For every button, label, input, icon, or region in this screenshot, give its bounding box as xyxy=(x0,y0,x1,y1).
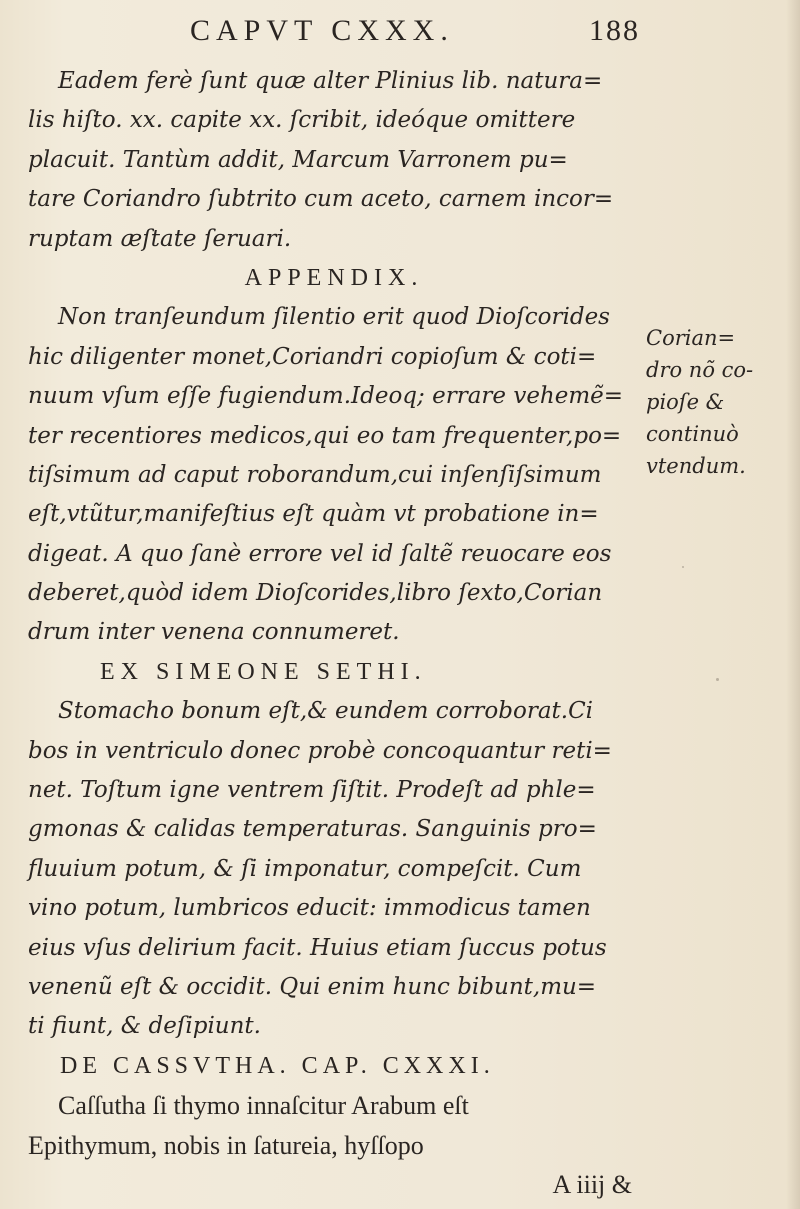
text-line: fluuium potum, & ſi imponatur, compeſcit. Cum xyxy=(28,855,582,882)
text-line: eſt,vtũtur,manifeſtius eſt quàm vt probatione in= xyxy=(28,501,599,528)
text-line: vino potum, lumbricos educit: immodicus tamen xyxy=(28,895,591,922)
text-line: tiſsimum ad caput roborandum,cui inſenſiſsimum xyxy=(28,461,602,488)
page-edge-shadow xyxy=(786,0,800,1209)
text-line: venenũ eſt & occidit. Qui enim hunc bibunt,mu= xyxy=(28,973,597,1000)
text-line: eius vſus delirium facit. Huius etiam ſuccus potus xyxy=(28,934,607,961)
text-line: drum inter venena connumeret. xyxy=(28,619,400,646)
main-text xyxy=(28,62,640,1204)
margin-note-line: vtendum. xyxy=(646,454,746,478)
running-title: CAPVT CXXX. xyxy=(190,14,454,47)
text-line: nuum vſum eſſe fugiendum.Ideoq; errare vehemẽ= xyxy=(28,383,624,410)
text-line: ter recentiores medicos,qui eo tam frequenter,po= xyxy=(28,422,622,449)
section-heading-appendix: APPENDIX. xyxy=(244,264,424,291)
text-line: Non tranſeundum ſilentio erit quod Dioſcorides xyxy=(58,304,610,331)
text-line: Stomacho bonum eſt,& eundem corroborat.Ci xyxy=(58,698,594,725)
section-heading-simeone: EX SIMEONE SETHI. xyxy=(100,658,427,685)
margin-note-line: continuò xyxy=(646,422,739,446)
paper-speck xyxy=(716,678,719,681)
marginal-note xyxy=(646,322,794,482)
text-line: bos in ventriculo donec probè concoquantur reti= xyxy=(28,737,612,764)
text-line: placuit. Tantùm addit, Marcum Varronem pu= xyxy=(28,146,568,173)
text-line: Caſſutha ſi thymo innaſcitur Arabum eſt xyxy=(58,1091,469,1121)
page-number: 188 xyxy=(589,14,640,47)
signature-mark: A iiij & xyxy=(552,1169,632,1199)
text-line: Epithymum, nobis in ſatureia, hyſſopo xyxy=(28,1130,424,1160)
text-line: tare Coriandro ſubtrito cum aceto, carnem incor= xyxy=(28,186,614,213)
text-line: Eadem ferè ſunt quæ alter Plinius lib. natura= xyxy=(58,68,603,94)
text-line: digeat. A quo ſanè errore vel id ſaltẽ reuocare eos xyxy=(28,540,612,567)
text-line: gmonas & calidas temperaturas. Sanguinis pro= xyxy=(28,816,597,843)
text-line: lis hiſto. xx. capite xx. ſcribit, ideóque omittere xyxy=(28,107,576,134)
margin-note-line: Corian= xyxy=(646,326,736,350)
paper-speck xyxy=(682,566,684,568)
margin-note-line: pioſe & xyxy=(646,390,725,414)
chapter-heading: DE CASSVTHA. CAP. CXXXI. xyxy=(60,1052,495,1079)
running-header xyxy=(190,14,640,54)
text-line: ti fiunt, & deſipiunt. xyxy=(28,1013,261,1040)
margin-note-line: dro nõ co- xyxy=(646,358,754,382)
text-line: ruptam æſtate ſeruari. xyxy=(28,225,292,252)
text-line: net. Toſtum igne ventrem ſiſtit. Prodeſt ad phle= xyxy=(28,777,596,804)
text-line: deberet,quòd idem Dioſcorides,libro ſexto,Corian xyxy=(28,580,603,607)
text-line: hic diligenter monet,Coriandri copioſum & coti= xyxy=(28,343,597,370)
